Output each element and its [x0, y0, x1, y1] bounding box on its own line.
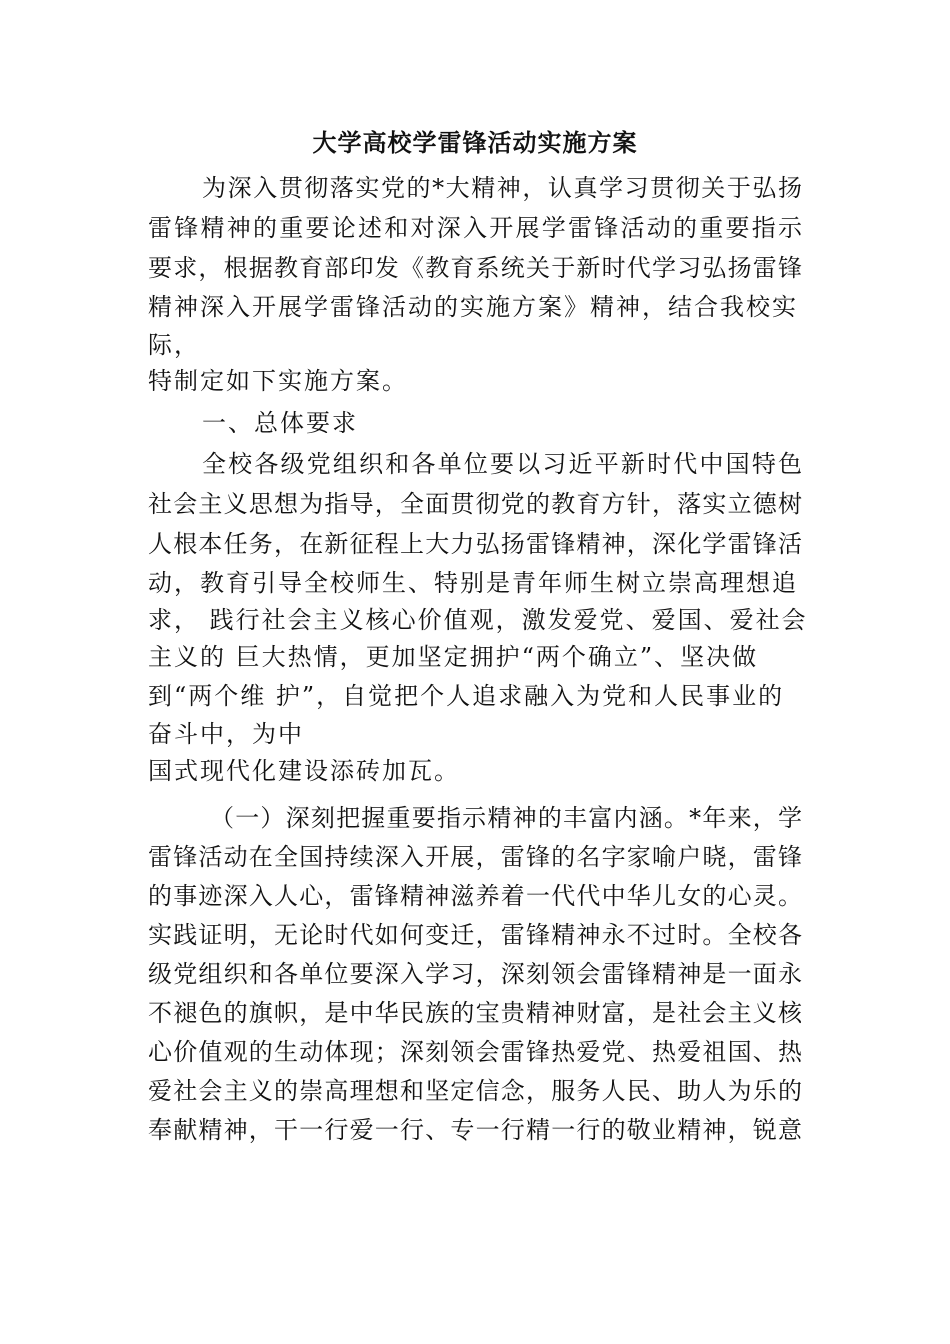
text-line: 级党组织和各单位要深入学习，深刻领会雷锋精神是一面永 [148, 960, 802, 988]
text-line: 不褪色的旗帜，是中华民族的宝贵精神财富，是社会主义核 [148, 999, 802, 1027]
text-line: 求， 践行社会主义核心价值观，激发爱党、爱国、爱社会 [148, 606, 808, 634]
text-line: 的事迹深入人心，雷锋精神滋养着一代代中华儿女的心灵。 [148, 882, 802, 910]
text-line: 奉献精神，干一行爱一行、专一行精一行的敬业精神，锐意 [148, 1116, 802, 1144]
document-title: 大学高校学雷锋活动实施方案 [312, 129, 638, 157]
section-heading: 一、总体要求 [202, 409, 358, 437]
text-line: 雷锋精神的重要论述和对深入开展学雷锋活动的重要指示 [148, 214, 802, 242]
text-line: 到“两个维 护”，自觉把个人追求融入为党和人民事业的 [148, 682, 785, 710]
text-line: 际， [148, 331, 200, 359]
text-line: 实践证明，无论时代如何变迁，雷锋精神永不过时。全校各 [148, 921, 802, 949]
text-line: 奋斗中，为中 [148, 720, 304, 748]
text-line: 人根本任务，在新征程上大力弘扬雷锋精神，深化学雷锋活 [148, 530, 802, 558]
text-line: 心价值观的生动体现；深刻领会雷锋热爱党、热爱祖国、热 [148, 1038, 802, 1066]
text-line: 爱社会主义的崇高理想和坚定信念，服务人民、助人为乐的 [148, 1077, 802, 1105]
text-line: 主义的 巨大热情，更加坚定拥护“两个确立”、坚决做 [148, 643, 759, 671]
text-line: 精神深入开展学雷锋活动的实施方案》精神，结合我校实 [148, 293, 798, 321]
text-line: 特制定如下实施方案。 [148, 367, 408, 395]
text-line: 为深入贯彻落实党的*大精神，认真学习贯彻关于弘扬 [202, 174, 802, 202]
text-line: 社会主义思想为指导，全面贯彻党的教育方针，落实立德树 [148, 490, 802, 518]
text-line: 动，教育引导全校师生、特别是青年师生树立崇高理想追 [148, 569, 798, 597]
text-line: 要求，根据教育部印发《教育系统关于新时代学习弘扬雷锋 [148, 254, 802, 282]
text-line: 国式现代化建设添砖加瓦。 [148, 757, 460, 785]
text-line: 全校各级党组织和各单位要以习近平新时代中国特色 [202, 450, 802, 478]
text-line: （一）深刻把握重要指示精神的丰富内涵。*年来，学 [210, 804, 802, 832]
text-line: 雷锋活动在全国持续深入开展，雷锋的名字家喻户晓，雷锋 [148, 843, 802, 871]
